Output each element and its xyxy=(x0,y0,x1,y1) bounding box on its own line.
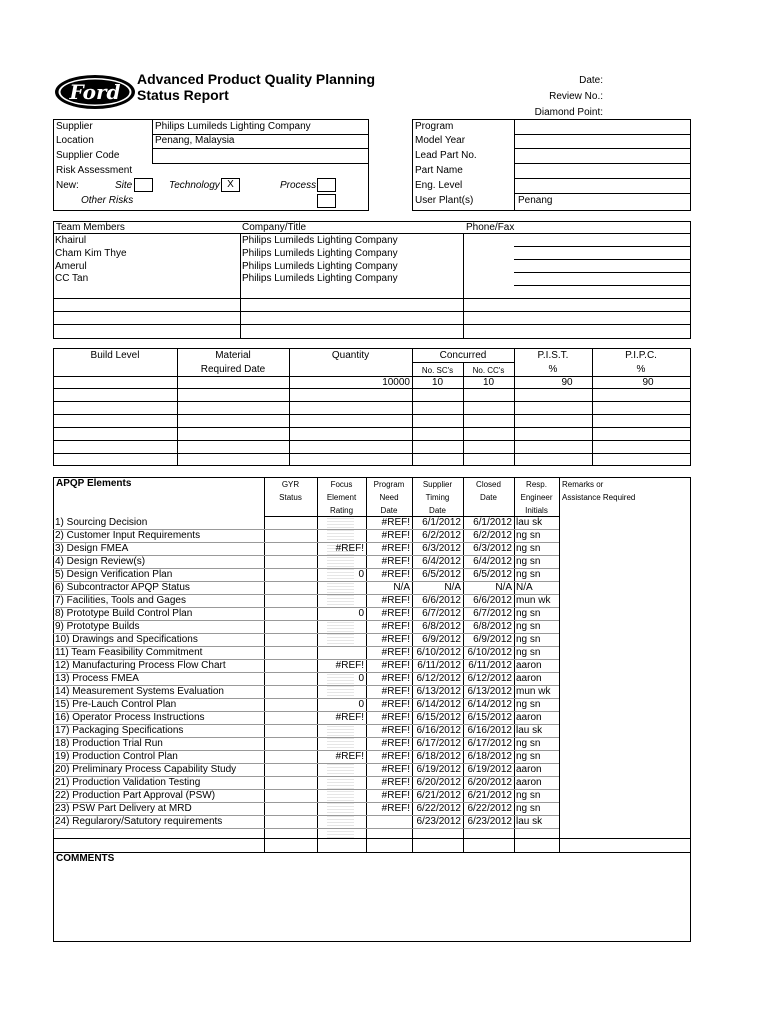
closed-date: 6/12/2012 xyxy=(467,673,512,684)
program-need-date: #REF! xyxy=(381,764,410,775)
apqp-element: 10) Drawings and Specifications xyxy=(55,634,198,645)
comments-area[interactable] xyxy=(56,866,686,938)
supplier-timing-date: 6/15/2012 xyxy=(416,712,461,723)
resp-engineer: aaron xyxy=(516,712,542,723)
apqp-element: 9) Prototype Builds xyxy=(55,621,140,632)
focus-rating-shading xyxy=(327,816,354,838)
closed-header: Closed xyxy=(476,480,501,489)
closed-date: 6/1/2012 xyxy=(473,517,512,528)
program-need-date: #REF! xyxy=(381,751,410,762)
supplier-timing-date: 6/3/2012 xyxy=(422,543,461,554)
program-need-date: #REF! xyxy=(381,634,410,645)
program-need-date: #REF! xyxy=(381,790,410,801)
focus-rating: 0 xyxy=(358,569,364,580)
assistance-header: Assistance Required xyxy=(562,493,636,502)
apqp-element: 7) Facilities, Tools and Gages xyxy=(55,595,186,606)
program-need-date: #REF! xyxy=(381,517,410,528)
risk-assessment-label: Risk Assessment xyxy=(56,165,133,176)
focus-rating: 0 xyxy=(358,699,364,710)
element-header: Element xyxy=(326,493,357,502)
status-header: Status xyxy=(279,493,302,502)
resp-engineer: ng sn xyxy=(516,543,541,554)
supplier-timing-date: N/A xyxy=(444,582,461,593)
pipc-percent: % xyxy=(636,364,646,375)
closed-date: 6/16/2012 xyxy=(467,725,512,736)
closed-date: 6/21/2012 xyxy=(467,790,512,801)
location-value: Penang, Malaysia xyxy=(155,135,235,146)
program-need-date: #REF! xyxy=(381,608,410,619)
pipc-header: P.I.P.C. xyxy=(625,350,657,361)
focus-rating-shading xyxy=(327,725,354,751)
supplier-timing-date: 6/1/2012 xyxy=(422,517,461,528)
resp-engineer: aaron xyxy=(516,673,542,684)
date-label: Date: xyxy=(579,75,603,86)
resp-engineer: ng sn xyxy=(516,751,541,762)
closed-date: 6/2/2012 xyxy=(473,530,512,541)
supplier-timing-date: 6/19/2012 xyxy=(416,764,461,775)
supplier-timing-date: 6/9/2012 xyxy=(422,634,461,645)
program-need-date: #REF! xyxy=(381,595,410,606)
closed-date: 6/19/2012 xyxy=(467,764,512,775)
quantity-header: Quantity xyxy=(331,350,370,361)
resp-engineer: ng sn xyxy=(516,621,541,632)
apqp-element: 17) Packaging Specifications xyxy=(55,725,184,736)
apqp-element: 23) PSW Part Delivery at MRD xyxy=(55,803,192,814)
program-need-date: #REF! xyxy=(381,530,410,541)
resp-engineer: aaron xyxy=(516,777,542,788)
process-label: Process xyxy=(280,180,317,191)
resp-engineer: N/A xyxy=(516,582,533,593)
technology-checkbox[interactable]: X xyxy=(221,178,240,192)
pist-header: P.I.S.T. xyxy=(537,350,569,361)
no-scs-header: No. SC's xyxy=(421,366,454,375)
apqp-element: 19) Production Control Plan xyxy=(55,751,178,762)
supplier-timing-date: 6/8/2012 xyxy=(422,621,461,632)
team-members-header: Team Members xyxy=(56,222,125,233)
program-need-date: #REF! xyxy=(381,712,410,723)
diamond-point-label: Diamond Point: xyxy=(534,107,603,118)
supplier-timing-date: 6/16/2012 xyxy=(416,725,461,736)
program-header: Program xyxy=(373,480,405,489)
program-need-date: #REF! xyxy=(381,556,410,567)
closed-date: 6/13/2012 xyxy=(467,686,512,697)
team-member-company: Philips Lumileds Lighting Company xyxy=(242,261,398,272)
program-need-date: #REF! xyxy=(381,686,410,697)
supplier-timing-date: 6/2/2012 xyxy=(422,530,461,541)
focus-rating: 0 xyxy=(358,608,364,619)
resp-engineer: aaron xyxy=(516,660,542,671)
remarks-header: Remarks or xyxy=(562,480,604,489)
program-label: Program xyxy=(415,121,454,132)
apqp-element: 22) Production Part Approval (PSW) xyxy=(55,790,216,801)
engineer-header: Engineer xyxy=(520,493,553,502)
resp-engineer: ng sn xyxy=(516,699,541,710)
pipc-value: 90 xyxy=(642,377,654,388)
required-date-header: Required Date xyxy=(200,364,266,375)
program-need-date: #REF! xyxy=(381,673,410,684)
apqp-element: 4) Design Review(s) xyxy=(55,556,146,567)
apqp-element: 14) Measurement Systems Evaluation xyxy=(55,686,224,697)
resp-engineer: ng sn xyxy=(516,530,541,541)
program-need-date: #REF! xyxy=(381,647,410,658)
closed-date: 6/18/2012 xyxy=(467,751,512,762)
other-risks-label: Other Risks xyxy=(81,195,134,206)
closed-date: 6/6/2012 xyxy=(473,595,512,606)
apqp-element: 5) Design Verification Plan xyxy=(55,569,173,580)
focus-rating: #REF! xyxy=(335,712,364,723)
user-plants-value: Penang xyxy=(518,195,553,206)
supplier-timing-date: 6/4/2012 xyxy=(422,556,461,567)
report-subtitle: Status Report xyxy=(137,87,229,103)
program-need-date: #REF! xyxy=(381,569,410,580)
resp-engineer: ng sn xyxy=(516,608,541,619)
resp-engineer: ng sn xyxy=(516,803,541,814)
resp-engineer: mun wk xyxy=(516,686,551,697)
program-need-date: N/A xyxy=(393,582,410,593)
closed-date: 6/15/2012 xyxy=(467,712,512,723)
apqp-element: 3) Design FMEA xyxy=(55,543,129,554)
row-divider xyxy=(53,828,559,829)
program-need-date: #REF! xyxy=(381,621,410,632)
focus-header: Focus xyxy=(330,480,353,489)
resp-engineer: ng sn xyxy=(516,569,541,580)
resp-engineer: lau sk xyxy=(516,816,543,827)
quantity-value: 10000 xyxy=(382,377,410,388)
program-need-date: #REF! xyxy=(381,725,410,736)
supplier-value: Philips Lumileds Lighting Company xyxy=(155,121,311,132)
review-no-label: Review No.: xyxy=(549,91,603,102)
need-header: Need xyxy=(379,493,399,502)
cc-value: 10 xyxy=(482,377,495,388)
process-checkbox[interactable] xyxy=(317,178,336,192)
closed-date: N/A xyxy=(495,582,512,593)
supplier-timing-date: 6/5/2012 xyxy=(422,569,461,580)
apqp-element: 15) Pre-Lauch Control Plan xyxy=(55,699,177,710)
apqp-element: 2) Customer Input Requirements xyxy=(55,530,201,541)
closed-date: 6/23/2012 xyxy=(467,816,512,827)
supplier-timing-date: 6/20/2012 xyxy=(416,777,461,788)
concurred-header: Concurred xyxy=(439,350,487,361)
ford-logo xyxy=(53,73,137,111)
resp-header: Resp. xyxy=(526,480,547,489)
program-need-date: #REF! xyxy=(381,738,410,749)
team-member-name: Amerul xyxy=(55,261,87,272)
apqp-element: 18) Production Trial Run xyxy=(55,738,163,749)
closed-date: 6/7/2012 xyxy=(473,608,512,619)
closed-date: 6/11/2012 xyxy=(468,660,512,671)
closed-date: 6/8/2012 xyxy=(473,621,512,632)
program-need-date: #REF! xyxy=(381,777,410,788)
supplier-header: Supplier xyxy=(422,480,453,489)
resp-engineer: ng sn xyxy=(516,790,541,801)
apqp-element: 1) Sourcing Decision xyxy=(55,517,148,528)
site-label: Site xyxy=(115,180,133,191)
supplier-timing-date: 6/13/2012 xyxy=(416,686,461,697)
apqp-element: 21) Production Validation Testing xyxy=(55,777,201,788)
supplier-timing-date: 6/12/2012 xyxy=(416,673,461,684)
program-need-date: #REF! xyxy=(381,803,410,814)
site-checkbox[interactable] xyxy=(134,178,153,192)
apqp-element: 6) Subcontractor APQP Status xyxy=(55,582,190,593)
apqp-title: APQP Elements xyxy=(56,478,132,489)
focus-rating: 0 xyxy=(358,673,364,684)
comments-label: COMMENTS xyxy=(56,853,115,864)
other-risks-checkbox[interactable] xyxy=(317,194,336,208)
resp-engineer: aaron xyxy=(516,764,542,775)
closed-date: 6/22/2012 xyxy=(467,803,512,814)
part-name-label: Part Name xyxy=(415,165,463,176)
focus-rating: #REF! xyxy=(335,751,364,762)
supplier-label: Supplier xyxy=(56,121,93,132)
supplier-timing-date: 6/18/2012 xyxy=(416,751,461,762)
company-title-header: Company/Title xyxy=(242,222,307,233)
resp-engineer: ng sn xyxy=(516,647,541,658)
closed-date: 6/3/2012 xyxy=(473,543,512,554)
focus-rating-shading xyxy=(327,582,354,608)
logo-text: Ford xyxy=(69,80,121,104)
location-label: Location xyxy=(56,135,94,146)
focus-rating: #REF! xyxy=(335,660,364,671)
team-member-name: Khairul xyxy=(55,235,87,246)
resp-engineer: lau sk xyxy=(516,517,543,528)
closed-date: 6/5/2012 xyxy=(473,569,512,580)
supplier-timing-date: 6/23/2012 xyxy=(416,816,461,827)
apqp-element: 12) Manufacturing Process Flow Chart xyxy=(55,660,226,671)
closed-date: 6/20/2012 xyxy=(467,777,512,788)
focus-rating-shading xyxy=(327,621,354,647)
focus-rating: #REF! xyxy=(335,543,364,554)
lead-part-no-label: Lead Part No. xyxy=(415,150,477,161)
closed-date: 6/10/2012 xyxy=(467,647,512,658)
supplier-code-label: Supplier Code xyxy=(56,150,120,161)
pist-percent: % xyxy=(548,364,558,375)
closed-date: 6/14/2012 xyxy=(467,699,512,710)
program-need-date: #REF! xyxy=(381,543,410,554)
rating-header: Rating xyxy=(329,506,354,515)
supplier-timing-date: 6/17/2012 xyxy=(416,738,461,749)
supplier-timing-date: 6/6/2012 xyxy=(422,595,461,606)
eng-level-label: Eng. Level xyxy=(415,180,463,191)
program-need-date: #REF! xyxy=(381,699,410,710)
closed-date: 6/17/2012 xyxy=(467,738,512,749)
resp-engineer: lau sk xyxy=(516,725,543,736)
apqp-element: 16) Operator Process Instructions xyxy=(55,712,205,723)
supplier-timing-date: 6/7/2012 xyxy=(422,608,461,619)
closed-date: 6/9/2012 xyxy=(473,634,512,645)
user-plants-label: User Plant(s) xyxy=(415,195,474,206)
apqp-element: 11) Team Feasibility Commitment xyxy=(55,647,203,658)
supplier-timing-date: 6/10/2012 xyxy=(416,647,461,658)
timing-date-header: Date xyxy=(429,506,446,515)
focus-rating-shading xyxy=(327,764,354,816)
phone-fax-header: Phone/Fax xyxy=(466,222,515,233)
timing-header: Timing xyxy=(425,493,450,502)
team-member-company: Philips Lumileds Lighting Company xyxy=(242,273,398,284)
program-need-date: #REF! xyxy=(381,660,410,671)
team-member-name: Cham Kim Thye xyxy=(55,248,127,259)
need-date-header: Date xyxy=(380,506,398,515)
new-label: New: xyxy=(56,180,79,191)
resp-engineer: ng sn xyxy=(516,556,541,567)
gyr-header: GYR xyxy=(281,480,300,489)
model-year-label: Model Year xyxy=(415,135,466,146)
build-level-header: Build Level xyxy=(90,350,140,361)
closed-date: 6/4/2012 xyxy=(473,556,512,567)
supplier-timing-date: 6/22/2012 xyxy=(416,803,461,814)
apqp-element: 20) Preliminary Process Capability Study xyxy=(55,764,237,775)
material-header: Material xyxy=(215,350,251,361)
team-member-company: Philips Lumileds Lighting Company xyxy=(242,248,398,259)
resp-engineer: ng sn xyxy=(516,738,541,749)
no-ccs-header: No. CC's xyxy=(472,366,505,375)
apqp-element: 13) Process FMEA xyxy=(55,673,139,684)
apqp-element: 24) Regularory/Satutory requirements xyxy=(55,816,223,827)
initials-header: Initials xyxy=(525,506,548,515)
closed-date-header: Date xyxy=(480,493,497,502)
team-member-company: Philips Lumileds Lighting Company xyxy=(242,235,398,246)
report-title: Advanced Product Quality Planning xyxy=(137,71,376,87)
team-member-name: CC Tan xyxy=(55,273,89,284)
resp-engineer: ng sn xyxy=(516,634,541,645)
pist-value: 90 xyxy=(561,377,573,388)
apqp-element: 8) Prototype Build Control Plan xyxy=(55,608,193,619)
resp-engineer: mun wk xyxy=(516,595,551,606)
supplier-timing-date: 6/21/2012 xyxy=(416,790,461,801)
supplier-timing-date: 6/14/2012 xyxy=(416,699,461,710)
supplier-timing-date: 6/11/2012 xyxy=(417,660,461,671)
sc-value: 10 xyxy=(431,377,444,388)
technology-label: Technology xyxy=(169,180,220,191)
